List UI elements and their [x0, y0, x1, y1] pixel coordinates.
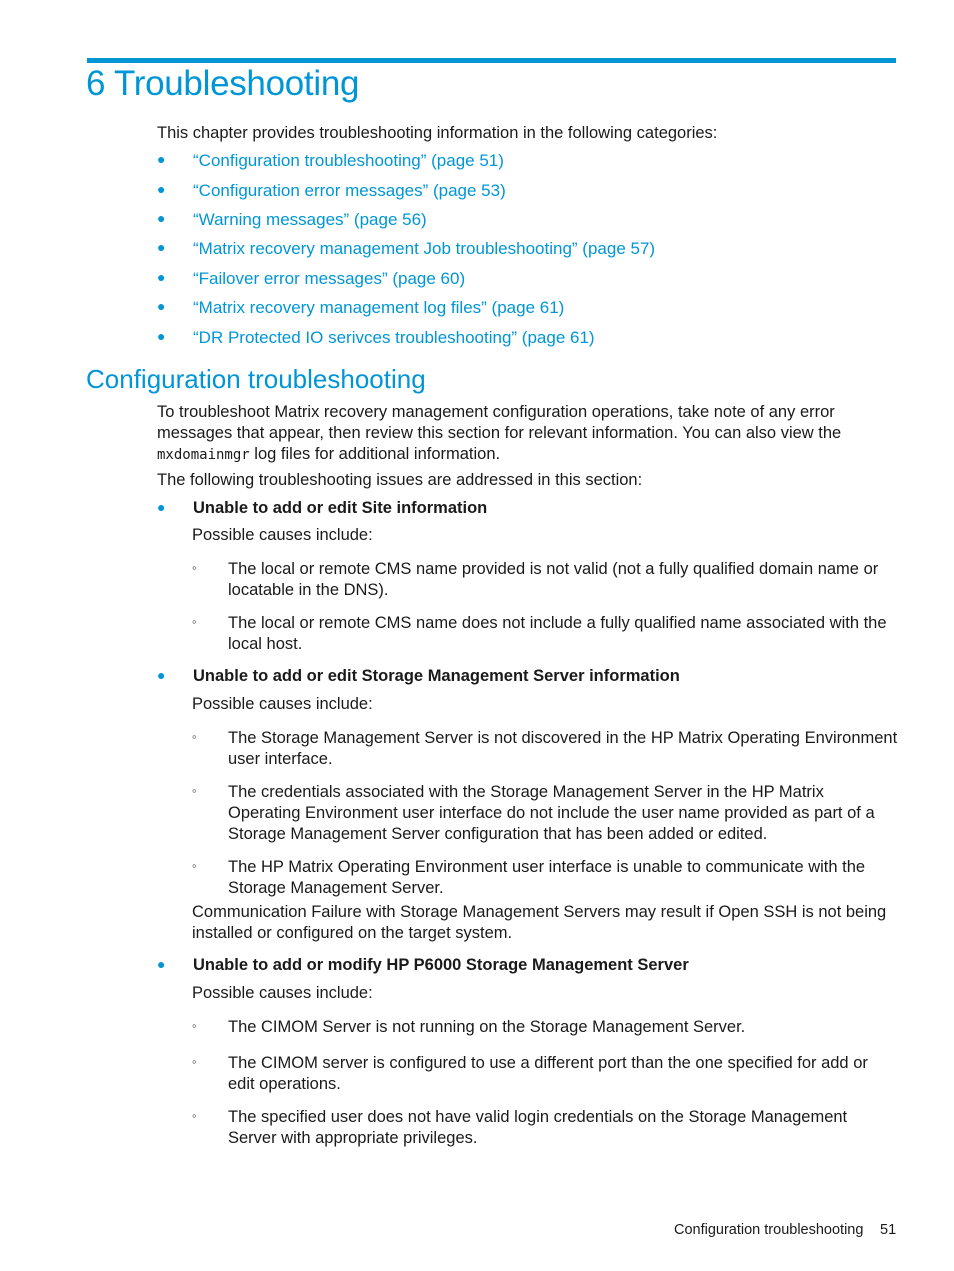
causes-label: Possible causes include: — [192, 984, 373, 1002]
bullet-icon: ● — [157, 667, 166, 683]
causes-label: Possible causes include: — [192, 695, 373, 713]
causes-label: Possible causes include: — [192, 526, 373, 544]
section-paragraph-2: The following troubleshooting issues are addressed in this section: — [157, 471, 643, 489]
cause-text: The CIMOM Server is not running on the Storage Management Server. — [228, 1018, 746, 1036]
circle-bullet-icon: ◦ — [192, 560, 197, 575]
bullet-icon: ● — [157, 239, 166, 255]
bullet-icon: ● — [157, 328, 166, 344]
cause-text: The local or remote CMS name provided is not valid (not a fully qualified domain name or locatable in the DNS). — [228, 560, 879, 599]
cause-text: The Storage Management Server is not discovered in the HP Matrix Operating Environment user interface. — [228, 729, 898, 768]
chapter-rule — [87, 58, 896, 63]
section-paragraph — [157, 402, 897, 466]
code-mxdomainmgr: mxdomainmgr — [157, 447, 250, 463]
footer-page-number: 51 — [880, 1222, 897, 1238]
section-title: Configuration troubleshooting — [86, 364, 426, 394]
issue-note: Communication Failure with Storage Management Servers may result if Open SSH is not being installed or configured on the target system. — [192, 903, 887, 942]
circle-bullet-icon: ◦ — [192, 729, 197, 744]
cause-text: The credentials associated with the Storage Management Server in the HP Matrix Operating Environment user interface do not include the user name provided as part of a Storage Management Server configuration that has been added or edited. — [228, 783, 875, 843]
chapter-title: 6 Troubleshooting — [86, 64, 360, 103]
paragraph-text: To troubleshoot Matrix recovery management configuration operations, take note of any error messages that appear, then review this section for relevant information. You can also view the — [157, 403, 842, 442]
toc-link-configuration-error-messages[interactable]: “Configuration error messages” (page 53) — [193, 181, 506, 200]
toc-link-job-troubleshooting[interactable]: “Matrix recovery management Job troubleshooting” (page 57) — [193, 239, 656, 258]
toc-link-dr-protected-io[interactable]: “DR Protected IO serivces troubleshooting” (page 61) — [193, 328, 595, 347]
bullet-icon: ● — [157, 298, 166, 314]
toc-link-warning-messages[interactable]: “Warning messages” (page 56) — [193, 210, 427, 229]
circle-bullet-icon: ◦ — [192, 614, 197, 629]
toc-link-failover-error-messages[interactable]: “Failover error messages” (page 60) — [193, 269, 466, 288]
toc-link-configuration-troubleshooting[interactable]: “Configuration troubleshooting” (page 51) — [193, 151, 504, 170]
toc-link-log-files[interactable]: “Matrix recovery management log files” (page 61) — [193, 298, 565, 317]
bullet-icon: ● — [157, 151, 166, 167]
bullet-icon: ● — [157, 499, 166, 515]
cause-text: The CIMOM server is configured to use a different port than the one specified for add or edit operations. — [228, 1054, 868, 1093]
bullet-icon: ● — [157, 210, 166, 226]
footer-section-name: Configuration troubleshooting — [674, 1222, 864, 1238]
cause-text: The HP Matrix Operating Environment user interface is unable to communicate with the Storage Management Server. — [228, 858, 866, 897]
circle-bullet-icon: ◦ — [192, 1108, 197, 1123]
circle-bullet-icon: ◦ — [192, 858, 197, 873]
cause-text: The specified user does not have valid login credentials on the Storage Management Server with appropriate privileges. — [228, 1108, 848, 1147]
circle-bullet-icon: ◦ — [192, 1018, 197, 1033]
issue-title: Unable to add or edit Storage Management Server information — [193, 667, 680, 685]
paragraph-text: log files for additional information. — [249, 445, 501, 463]
intro-text: This chapter provides troubleshooting information in the following categories: — [157, 124, 718, 142]
bullet-icon: ● — [157, 269, 166, 285]
issue-title: Unable to add or edit Site information — [193, 499, 488, 517]
bullet-icon: ● — [157, 181, 166, 197]
circle-bullet-icon: ◦ — [192, 783, 197, 798]
bullet-icon: ● — [157, 956, 166, 972]
cause-text: The local or remote CMS name does not include a fully qualified name associated with the local host. — [228, 614, 887, 653]
circle-bullet-icon: ◦ — [192, 1054, 197, 1069]
issue-title: Unable to add or modify HP P6000 Storage Management Server — [193, 956, 689, 974]
